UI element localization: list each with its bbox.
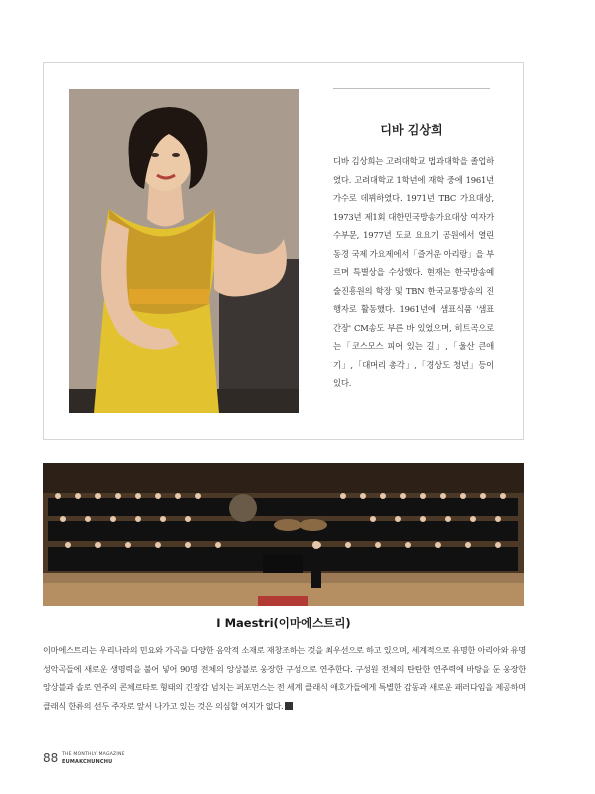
profile-title: 디바 김상희 xyxy=(380,123,443,137)
section-body xyxy=(43,641,526,715)
magazine-line-1: THE MONTHLY MAGAZINE xyxy=(62,752,125,757)
profile-body: 디바 김상희는 고려대학교 법과대학을 졸업하였다. 고려대학교 1학년에 재학 중에 1961년 가수로 데뷔하였다. 1971년 TBC 가요대상, 1973년 제1회 대한민국방송가요대상 여자가수부문, 1977년 도쿄 요요기 공원에서 열린 동경 국제 가요제에서「즐거운 아리랑」을 부르며 특별상을 수상했다. 현재는 한국방송예술진흥원의 학장 및 TBN 한국교통방송의 진행자로 활동했다. 1961년에 샘표식품 '샘표 간장' CM송도 부른 바 있었으며, 히트곡으로는「코스모스 피어 있는 길」,「울산 큰애기」,「대머리 총각」,「경상도 청년」등이 있다. xyxy=(333,156,494,388)
section-body-text: 이마에스트리는 우리나라의 민요와 가곡을 다양한 음악적 소재로 재창조하는 것을 최우선으로 하고 있으며, 세계적으로 유명한 아리아와 유명 성악곡들에 새로운 생명력을 불어 넣어 90명 전체의 앙상블로 웅장한 구성으로 연주한다. 구성원 전체의 탄탄한 연주력에 바탕을 둔 웅장한 앙상블과 솔로 연주의 콘체르타토 형태의 긴장감 넘치는 퍼포먼스는 전 세계 클래식 애호가들에게 특별한 감동과 새로운 패러다임을 제공하며 클래식 한류의 선두 주자로 앞서 나가고 있는 것은 의심할 여지가 없다. xyxy=(43,645,526,711)
orchestra-photo xyxy=(43,463,524,606)
portrait-photo xyxy=(69,89,299,413)
title-rule xyxy=(333,88,490,89)
magazine-line-2: EUMAKCHUNCHU xyxy=(62,759,113,765)
page-number: 88 xyxy=(43,751,59,765)
end-mark-icon xyxy=(285,702,293,710)
section-title: I Maestri(이마에스트리) xyxy=(216,616,351,630)
